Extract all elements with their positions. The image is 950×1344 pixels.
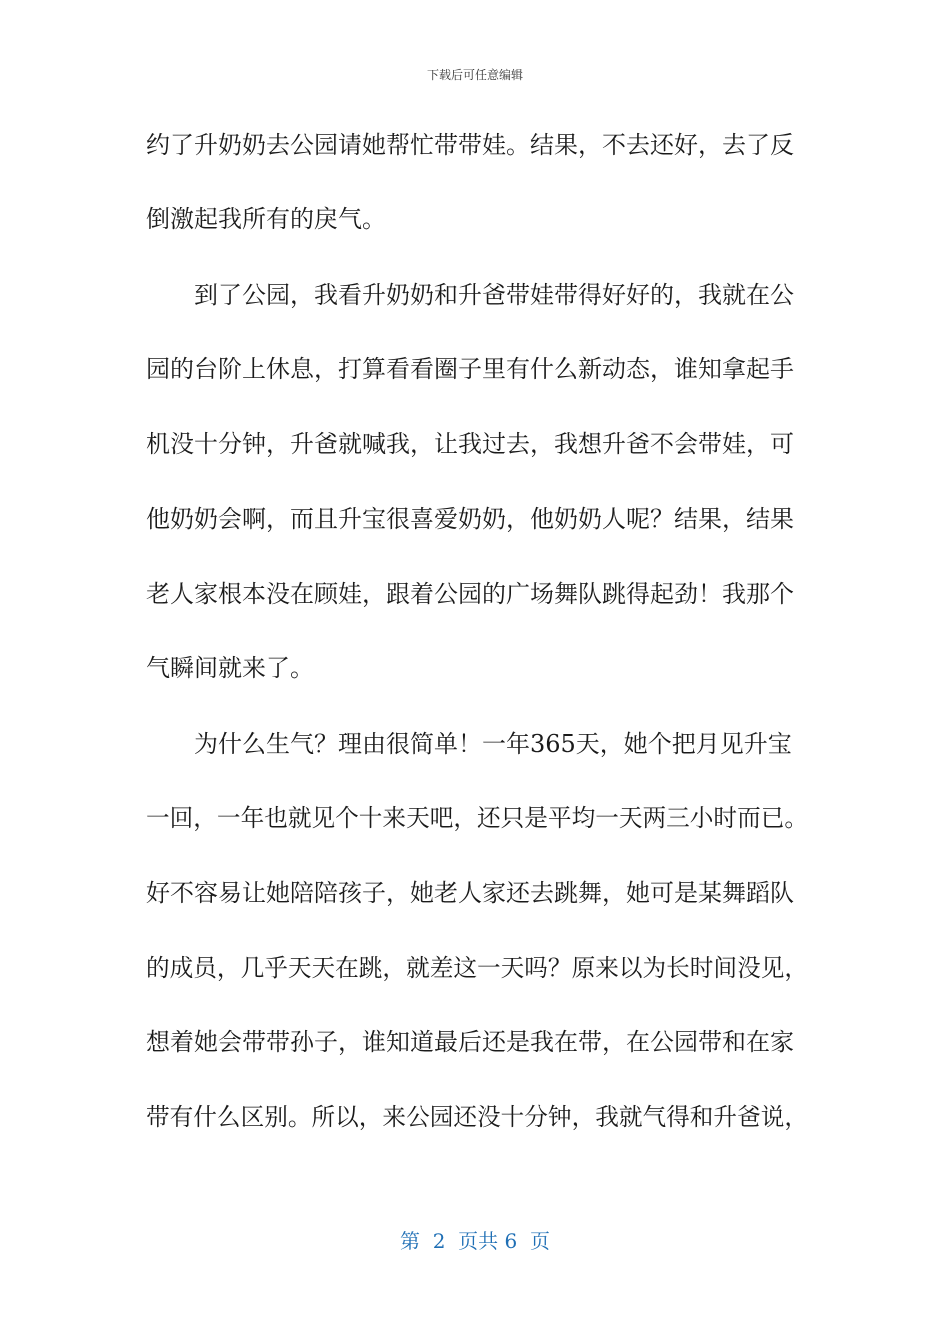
paragraph-start-line: 到了公园，我看升奶奶和升爸带娃带得好好的，我就在公 — [194, 281, 794, 309]
text-line: 机没十分钟，升爸就喊我，让我过去，我想升爸不会带娃，可 — [146, 430, 794, 458]
text-line: 带有什么区别。所以，来公园还没十分钟，我就气得和升爸说， — [146, 1103, 808, 1131]
page-number-footer: 第 2 页共 6 页 — [400, 1229, 550, 1253]
page-header: 下载后可任意编辑 — [426, 68, 523, 82]
text-line: 的成员，几乎天天在跳，就差这一天吗？原来以为长时间没见， — [146, 954, 808, 982]
text-line: 想着她会带带孙子，谁知道最后还是我在带，在公园带和在家 — [146, 1028, 794, 1056]
paragraph-start-line: 为什么生气？理由很简单！一年365天，她个把月见升宝 — [194, 730, 792, 758]
text-line: 他奶奶会啊，而且升宝很喜爱奶奶，他奶奶人呢？结果，结果 — [146, 505, 794, 533]
text-line: 老人家根本没在顾娃，跟着公园的广场舞队跳得起劲！我那个 — [146, 580, 794, 608]
text-line: 园的台阶上休息，打算看看圈子里有什么新动态，谁知拿起手 — [146, 355, 794, 383]
text-line: 好不容易让她陪陪孩子，她老人家还去跳舞，她可是某舞蹈队 — [146, 879, 794, 907]
text-line: 一回，一年也就见个十来天吧，还只是平均一天两三小时而已。 — [146, 804, 808, 832]
text-line: 气瞬间就来了。 — [146, 654, 314, 682]
text-line: 倒激起我所有的戾气。 — [146, 205, 386, 233]
text-line: 约了升奶奶去公园请她帮忙带带娃。结果，不去还好，去了反 — [146, 131, 794, 159]
